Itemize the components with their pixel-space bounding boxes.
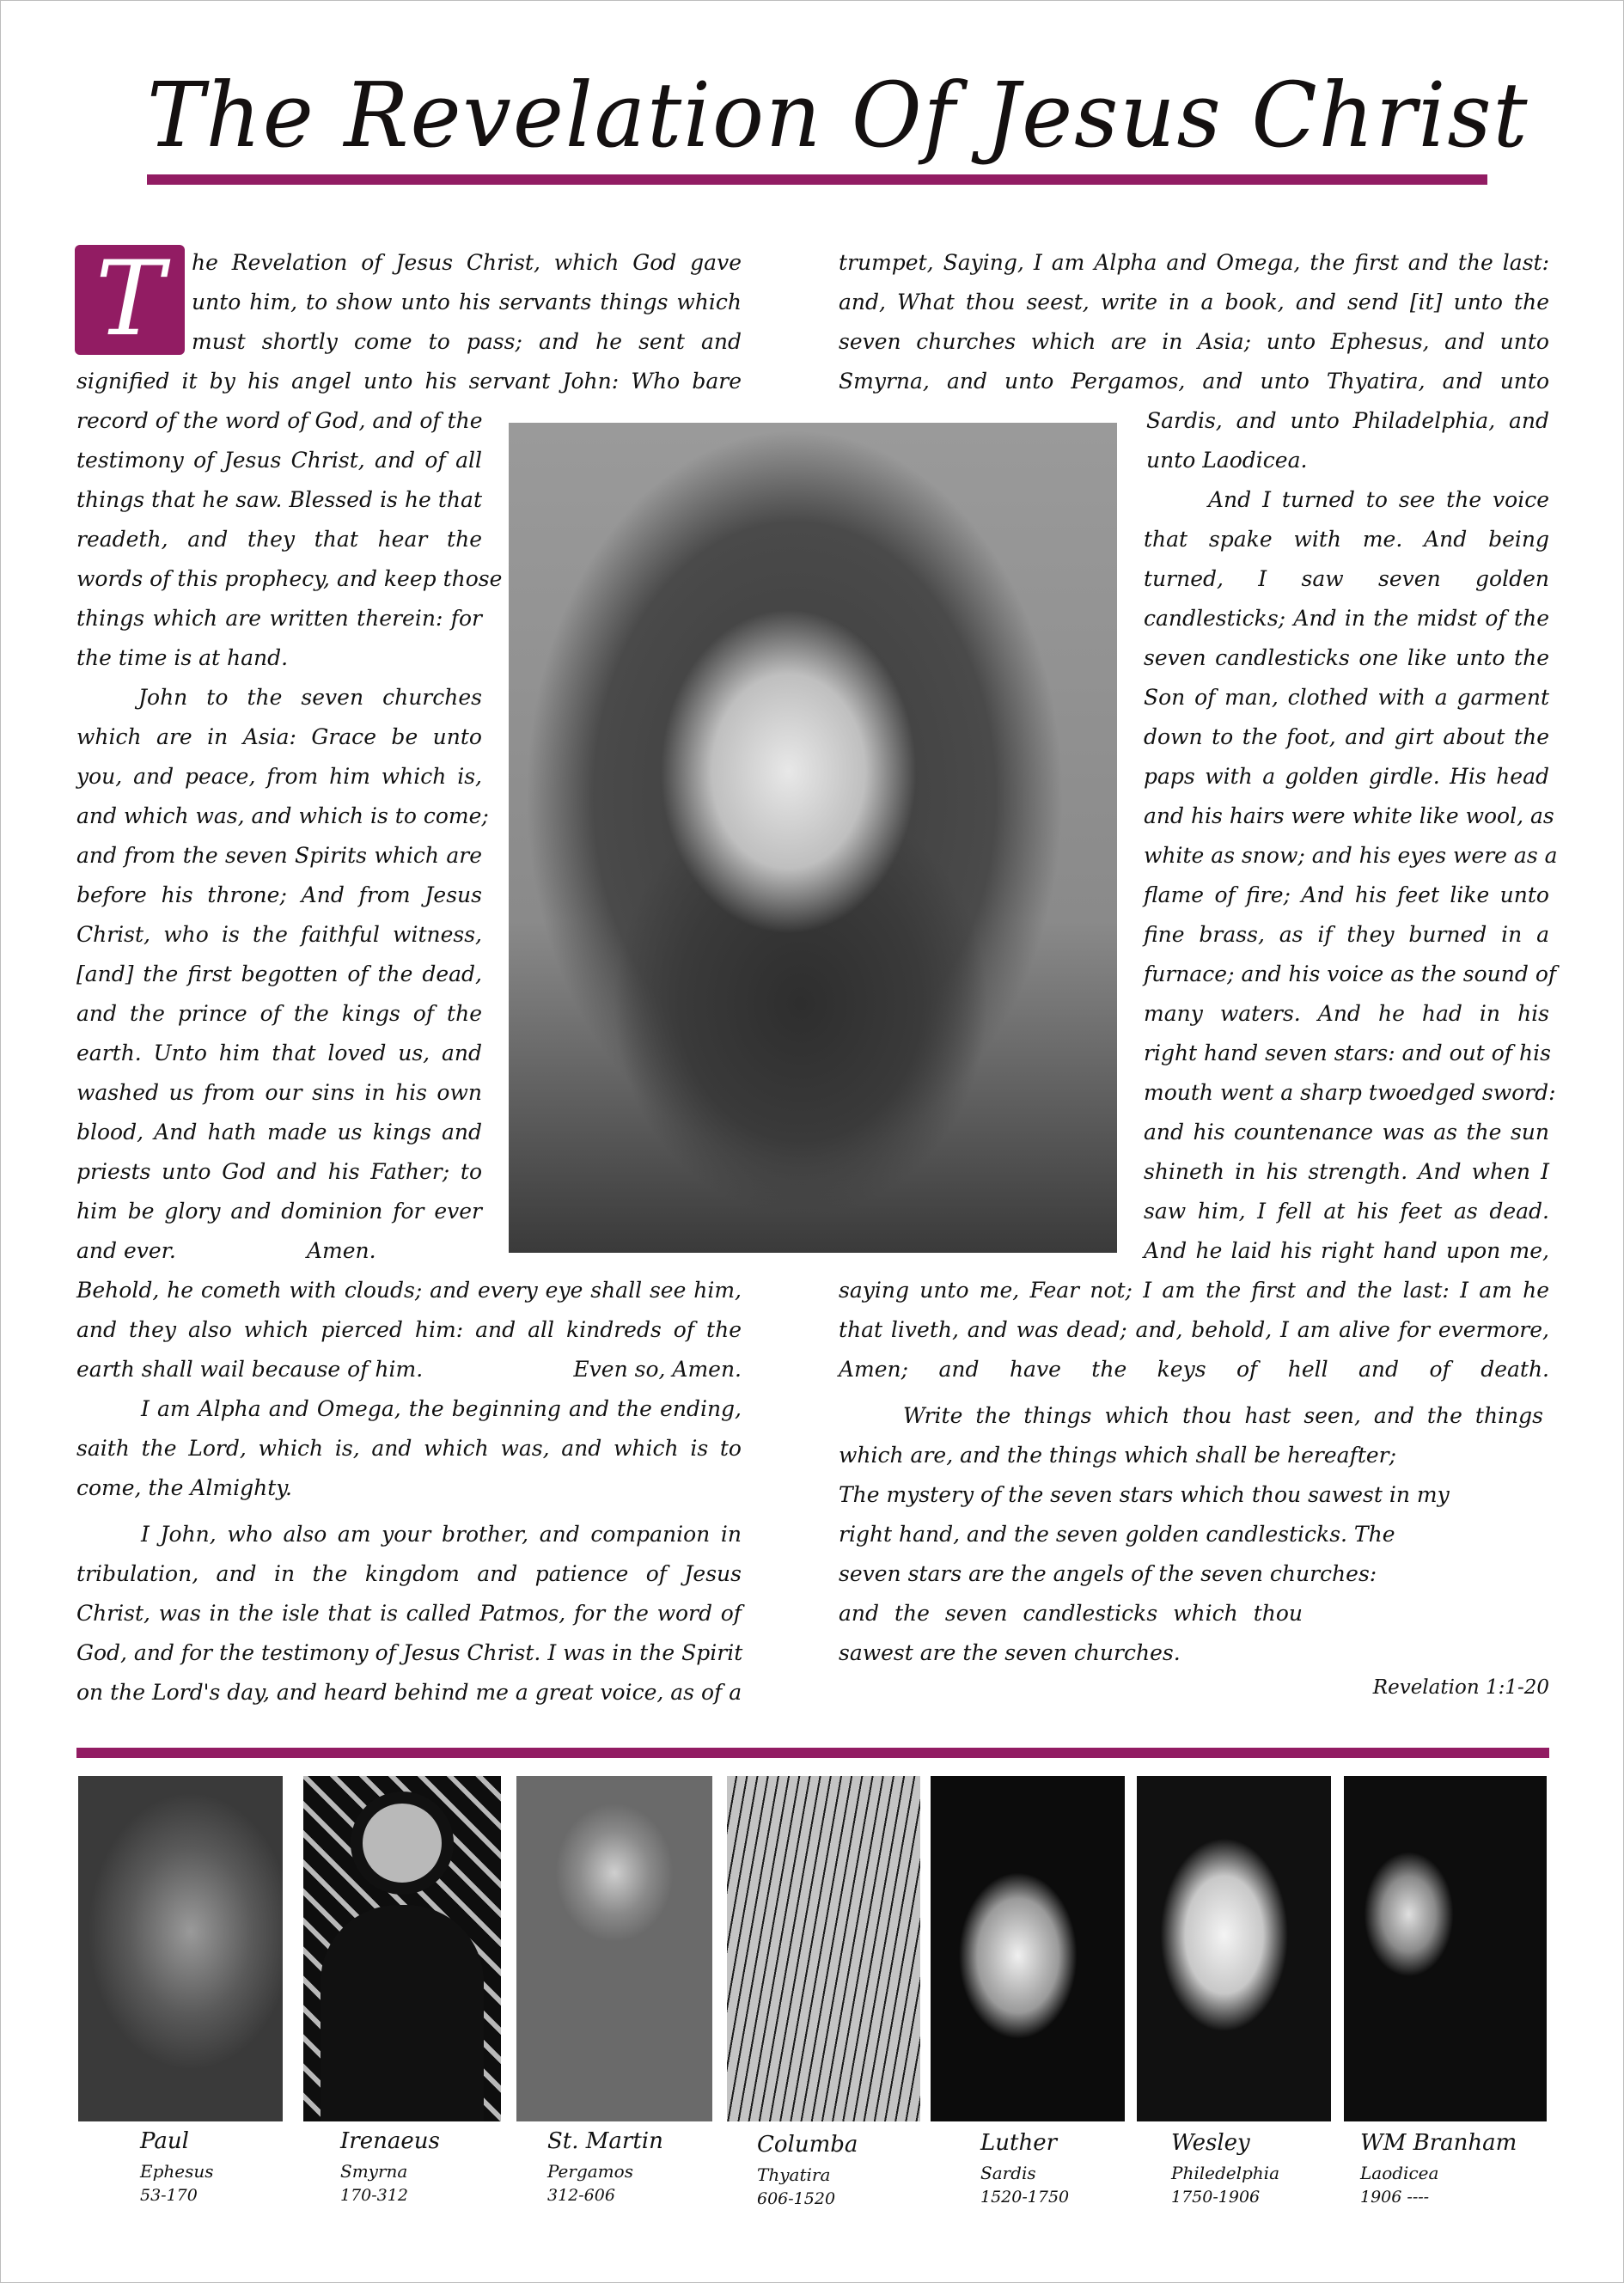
- text-line: mouth went a sharp twoedged sword:: [1144, 1080, 1556, 1105]
- text-line: Smyrna, and unto Pergamos, and unto Thyatira, and unto: [839, 369, 1549, 394]
- text-line: on the Lord's day, and heard behind me a great voice, as of a: [76, 1680, 742, 1705]
- text-line: And he laid his right hand upon me,: [1144, 1238, 1549, 1263]
- text-line: saying unto me, Fear not; I am the first and the last: I am he: [839, 1278, 1549, 1303]
- text-line: signified it by his angel unto his servant John: Who bare: [76, 369, 742, 394]
- text-line: paps with a golden girdle. His head: [1144, 764, 1549, 789]
- text-line: right hand seven stars: and out of his: [1144, 1041, 1551, 1065]
- text-line: him be glory and dominion for ever: [76, 1199, 482, 1224]
- messenger-church: Smyrna: [340, 2161, 408, 2182]
- messenger-name: WM Branham: [1360, 2130, 1517, 2156]
- text-line: which are in Asia: Grace be unto: [76, 724, 482, 749]
- text-line: earth shall wail because of him.: [76, 1357, 424, 1382]
- section-divider: [76, 1748, 1549, 1758]
- text-line: before his throne; And from Jesus: [76, 882, 482, 907]
- text-line: trumpet, Saying, I am Alpha and Omega, the first and the last:: [839, 250, 1549, 275]
- jesus-portrait-image: [509, 423, 1117, 1253]
- text-line: Christ, was in the isle that is called Patmos, for the word of: [76, 1601, 742, 1626]
- text-line: and they also which pierced him: and all kindreds of the: [76, 1317, 742, 1342]
- drop-cap: T: [75, 245, 185, 355]
- text-line: saith the Lord, which is, and which was, and which is to: [76, 1436, 742, 1461]
- text-line: Write the things which thou hast seen, and the things: [903, 1403, 1543, 1428]
- text-line: John to the seven churches: [138, 685, 482, 710]
- amen-text: Amen.: [307, 1238, 376, 1263]
- text-line: down to the foot, and girt about the: [1144, 724, 1549, 749]
- text-line: furnace; and his voice as the sound of: [1144, 961, 1557, 986]
- text-line: come, the Almighty.: [76, 1475, 292, 1500]
- text-line: the time is at hand.: [76, 645, 289, 670]
- messenger-name: Wesley: [1171, 2130, 1250, 2156]
- messenger-portrait-irenaeus: [303, 1776, 501, 2121]
- text-line: and ever.: [76, 1238, 176, 1263]
- text-line: and his hairs were white like wool, as: [1144, 803, 1554, 828]
- text-line: things which are written therein: for: [76, 606, 482, 631]
- text-line: must shortly come to pass; and he sent and: [192, 329, 742, 354]
- messenger-church: Laodicea: [1360, 2163, 1439, 2183]
- text-line: blood, And hath made us kings and: [76, 1120, 482, 1145]
- text-line: washed us from our sins in his own: [76, 1080, 482, 1105]
- messenger-name: Paul: [140, 2128, 189, 2154]
- text-line: things that he saw. Blessed is he that: [76, 487, 482, 512]
- text-line: Amen; and have the keys of hell and of death.: [839, 1357, 1549, 1382]
- messenger-church: Pergamos: [547, 2161, 633, 2182]
- messenger-name: St. Martin: [547, 2128, 663, 2154]
- messenger-church: Sardis: [980, 2163, 1036, 2183]
- text-line: And I turned to see the voice: [1208, 487, 1549, 512]
- even-so-amen-text: Even so, Amen.: [573, 1357, 742, 1382]
- messenger-church: Thyatira: [757, 2164, 831, 2185]
- text-line: unto him, to show unto his servants things which: [192, 290, 742, 314]
- text-line: unto Laodicea.: [1146, 448, 1308, 473]
- text-line: tribulation, and in the kingdom and patience of Jesus: [76, 1561, 742, 1586]
- messenger-years: 53-170: [140, 2186, 198, 2205]
- messenger-name: Luther: [980, 2130, 1058, 2156]
- messenger-years: 170-312: [340, 2186, 408, 2205]
- text-line: which are, and the things which shall be hereafter;: [839, 1443, 1397, 1468]
- text-line: shineth in his strength. And when I: [1144, 1159, 1549, 1184]
- text-line: Behold, he cometh with clouds; and every eye shall see him,: [76, 1278, 742, 1303]
- text-line: white as snow; and his eyes were as a: [1144, 843, 1558, 868]
- messenger-portrait-wm-branham: [1344, 1776, 1547, 2121]
- messenger-church: Ephesus: [140, 2161, 214, 2182]
- text-line: seven churches which are in Asia; unto Ephesus, and unto: [839, 329, 1549, 354]
- text-line: you, and peace, from him which is,: [76, 764, 482, 789]
- text-line: that liveth, and was dead; and, behold, I am alive for evermore,: [839, 1317, 1549, 1342]
- text-line: that spake with me. And being: [1144, 527, 1549, 552]
- text-line: record of the word of God, and of the: [76, 408, 483, 433]
- text-line: testimony of Jesus Christ, and of all: [76, 448, 482, 473]
- text-line: he Revelation of Jesus Christ, which God gave: [192, 250, 742, 275]
- messenger-church: Philedelphia: [1171, 2163, 1280, 2183]
- messenger-portrait-columba: [727, 1776, 920, 2121]
- text-line: seven candlesticks one like unto the: [1144, 645, 1549, 670]
- messenger-portrait-st-martin: [516, 1776, 712, 2121]
- text-line: seven stars are the angels of the seven churches:: [839, 1561, 1377, 1586]
- text-line: candlesticks; And in the midst of the: [1144, 606, 1549, 631]
- text-line: words of this prophecy, and keep those: [76, 566, 503, 591]
- title-underline: [147, 174, 1487, 185]
- text-line: I John, who also am your brother, and companion in: [141, 1522, 742, 1547]
- text-line: Christ, who is the faithful witness,: [76, 922, 482, 947]
- text-line: and which was, and which is to come;: [76, 803, 489, 828]
- messenger-name: Irenaeus: [340, 2128, 440, 2154]
- text-line: saw him, I fell at his feet as dead.: [1144, 1199, 1549, 1224]
- text-line: turned, I saw seven golden: [1144, 566, 1549, 591]
- messenger-name: Columba: [757, 2132, 858, 2158]
- text-line: sawest are the seven churches.: [839, 1640, 1181, 1665]
- text-line: readeth, and they that hear the: [76, 527, 482, 552]
- messenger-years: 1520-1750: [980, 2188, 1070, 2207]
- scripture-reference: Revelation 1:1-20: [1372, 1676, 1549, 1699]
- text-line: The mystery of the seven stars which thou sawest in my: [839, 1482, 1450, 1507]
- text-line: flame of fire; And his feet like unto: [1144, 882, 1549, 907]
- messenger-portrait-wesley: [1137, 1776, 1331, 2121]
- messenger-portrait-luther: [931, 1776, 1125, 2121]
- messenger-years: 312-606: [547, 2186, 615, 2205]
- text-line: and his countenance was as the sun: [1144, 1120, 1549, 1145]
- text-line: [and] the first begotten of the dead,: [76, 961, 482, 986]
- text-line: fine brass, as if they burned in a: [1144, 922, 1549, 947]
- text-line: earth. Unto him that loved us, and: [76, 1041, 482, 1065]
- text-line: and, What thou seest, write in a book, and send [it] unto the: [839, 290, 1549, 314]
- text-line: and the prince of the kings of the: [76, 1001, 482, 1026]
- text-line: God, and for the testimony of Jesus Christ. I was in the Spirit: [76, 1640, 743, 1665]
- text-line: Sardis, and unto Philadelphia, and: [1146, 408, 1549, 433]
- text-line: and from the seven Spirits which are: [76, 843, 482, 868]
- text-line: I am Alpha and Omega, the beginning and the ending,: [141, 1396, 742, 1421]
- text-line: priests unto God and his Father; to: [76, 1159, 482, 1184]
- messenger-years: 1750-1906: [1171, 2188, 1261, 2207]
- messenger-years: 606-1520: [757, 2189, 836, 2208]
- text-line: many waters. And he had in his: [1144, 1001, 1549, 1026]
- messenger-portrait-paul: [78, 1776, 283, 2121]
- messenger-years: 1906 ----: [1360, 2188, 1430, 2207]
- page-title: The Revelation Of Jesus Christ: [147, 63, 1529, 168]
- text-line: right hand, and the seven golden candlesticks. The: [839, 1522, 1395, 1547]
- text-line: and the seven candlesticks which thou: [839, 1601, 1303, 1626]
- text-line: Son of man, clothed with a garment: [1144, 685, 1549, 710]
